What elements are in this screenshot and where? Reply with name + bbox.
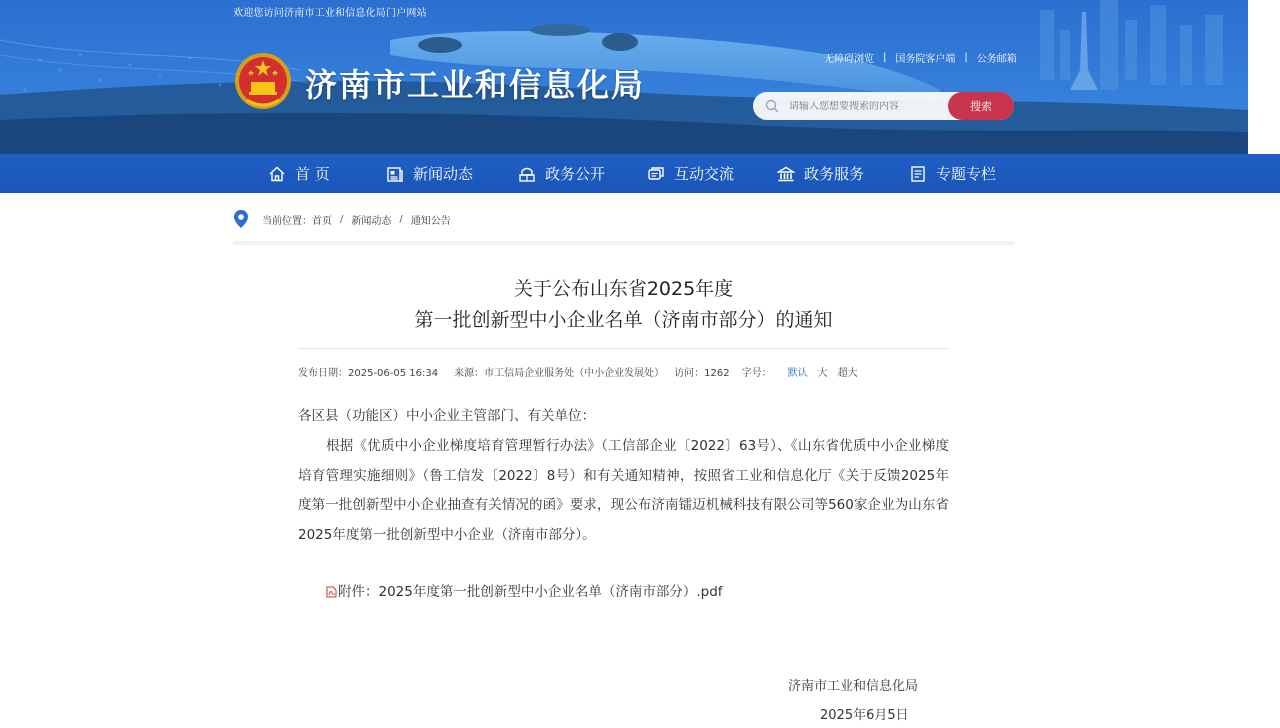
link-separator: | bbox=[964, 52, 968, 63]
signature-date: 2025年6月5日 bbox=[820, 708, 909, 723]
article-paragraph: 根据《优质中小企业梯度培育管理暂行办法》（工信部企业〔2022〕63号）、《山东省优质中小企业梯度培育管理实施细则》（鲁工信发〔2022〕8号）和有关通知精神，按照省工业和信息化厅《关于反馈2025年度第一批创新型中小企业抽查有关情况的函》要求，现公布济南镭迈机械科技有限公司等560家企业为山东省2025年度第一批创新型中小企业（济南市部分）。 bbox=[298, 438, 949, 543]
search-icon bbox=[765, 99, 779, 113]
chat-icon bbox=[647, 165, 665, 183]
header-banner bbox=[0, 0, 1248, 154]
pdf-file-icon bbox=[326, 586, 337, 598]
font-size-large[interactable]: 大 bbox=[817, 368, 828, 379]
article-source: 来源：市工信局企业服务处（中小企业发展处） bbox=[454, 368, 665, 379]
nav-label: 互动交流 bbox=[674, 165, 735, 183]
nav-item-news[interactable] bbox=[386, 154, 473, 193]
article-salutation: 各区县（功能区）中小企业主管部门、有关单位： bbox=[298, 408, 595, 424]
article-title-line2: 第一批创新型中小企业名单（济南市部分）的通知 bbox=[414, 309, 833, 331]
nav-label: 首 页 bbox=[295, 165, 330, 183]
breadcrumb-separator: / bbox=[399, 213, 403, 225]
font-size-xlarge[interactable]: 超大 bbox=[837, 368, 858, 379]
article-title-line1: 关于公布山东省2025年度 bbox=[513, 278, 734, 300]
font-size-default[interactable]: 默认 bbox=[787, 368, 808, 379]
topic-icon bbox=[909, 165, 927, 183]
public-affairs-icon bbox=[518, 165, 536, 183]
signature-organization: 济南市工业和信息化局 bbox=[788, 679, 919, 694]
news-icon bbox=[386, 165, 404, 183]
location-pin-icon bbox=[233, 209, 249, 229]
national-emblem-logo bbox=[233, 50, 293, 114]
breadcrumb-news[interactable]: 新闻动态 bbox=[351, 215, 392, 227]
top-links bbox=[824, 50, 1017, 65]
breadcrumb-prefix: 当前位置： bbox=[262, 215, 312, 227]
nav-label: 政务公开 bbox=[545, 165, 606, 183]
breadcrumb bbox=[233, 208, 1014, 230]
attachment-link[interactable] bbox=[326, 580, 723, 600]
search-input[interactable] bbox=[789, 101, 939, 112]
link-separator: | bbox=[883, 52, 887, 63]
official-mail-link[interactable]: 公务邮箱 bbox=[976, 54, 1017, 65]
welcome-text: 欢迎您访问济南市工业和信息化局门户网站 bbox=[233, 8, 427, 19]
search-button[interactable]: 搜索 bbox=[948, 92, 1014, 120]
accessibility-link[interactable]: 无障碍浏览 bbox=[824, 54, 874, 65]
nav-item-home[interactable] bbox=[268, 154, 330, 193]
meta-divider bbox=[298, 348, 949, 349]
article-meta bbox=[298, 364, 868, 379]
home-icon bbox=[268, 165, 286, 183]
breadcrumb-divider bbox=[233, 241, 1014, 245]
breadcrumb-separator: / bbox=[340, 213, 344, 225]
site-title: 济南市工业和信息化局 bbox=[305, 66, 646, 104]
breadcrumb-home[interactable]: 首页 bbox=[312, 215, 332, 227]
nav-label: 政务服务 bbox=[804, 165, 865, 183]
nav-label: 专题专栏 bbox=[936, 165, 997, 183]
search-box bbox=[753, 92, 1014, 120]
nav-label: 新闻动态 bbox=[413, 165, 474, 183]
building-icon bbox=[777, 165, 795, 183]
breadcrumb-notices[interactable]: 通知公告 bbox=[410, 215, 451, 227]
state-council-app-link[interactable]: 国务院客户端 bbox=[895, 54, 956, 65]
nav-item-public-affairs[interactable] bbox=[518, 154, 605, 193]
nav-item-services[interactable] bbox=[777, 154, 864, 193]
nav-item-interaction[interactable] bbox=[647, 154, 734, 193]
main-nav bbox=[0, 154, 1280, 193]
attachment-label: 附件：2025年度第一批创新型中小企业名单（济南市部分）.pdf bbox=[338, 584, 723, 600]
breadcrumb-trail bbox=[262, 212, 451, 227]
visit-count: 访问：1262 bbox=[674, 368, 730, 379]
nav-item-topics[interactable] bbox=[909, 154, 996, 193]
publish-date: 发布日期：2025-06-05 16:34 bbox=[298, 368, 439, 379]
font-size-label: 字号： bbox=[741, 368, 772, 379]
